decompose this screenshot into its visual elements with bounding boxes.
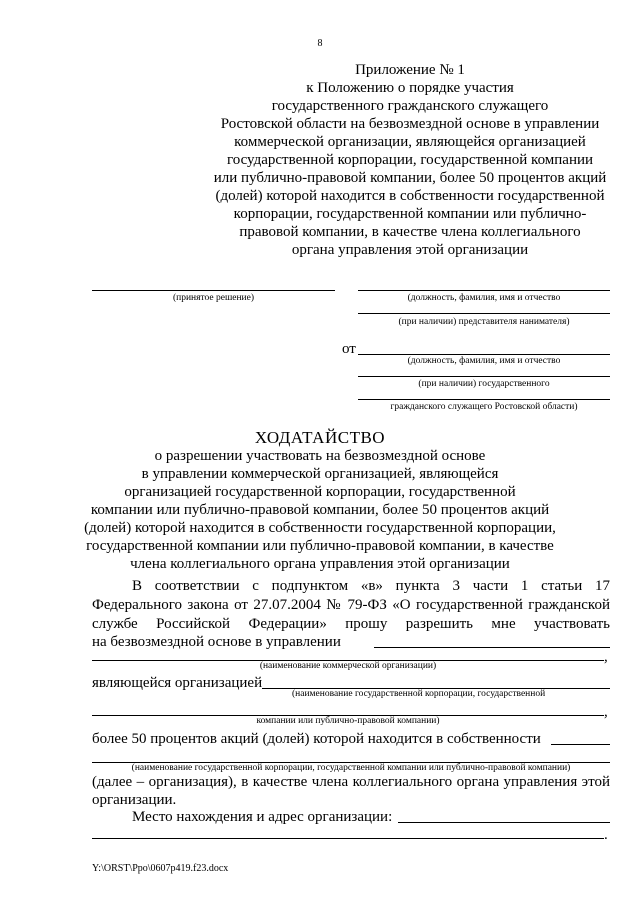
employer-line-2[interactable] (358, 313, 610, 314)
body-line: (далее – организация), в качестве члена коллегиального органа управления этой (92, 774, 610, 790)
petition-subtitle-line: организацией государственной корпорации, государственной (124, 484, 516, 500)
org-caption: (наименование коммерческой организации) (259, 661, 437, 671)
more-50-label: более 50 процентов акций (долей) которой находится в собственности (92, 731, 541, 747)
body-line: на безвозмездной основе в управлении (92, 634, 341, 650)
appendix-line: к Положению о порядке участия (306, 80, 514, 96)
owner-line-1[interactable] (551, 744, 610, 745)
sender-caption-2: (при наличии) государственного (418, 379, 550, 389)
appendix-line: государственного гражданского служащего (271, 98, 549, 114)
appendix-line: государственной корпорации, государственной компании (226, 152, 594, 168)
sender-line-3[interactable] (358, 399, 610, 400)
petition-subtitle-line: государственной компании или публично-правовой компании, в качестве (86, 538, 554, 554)
appendix-line: коммерческой организации, являющейся организацией (234, 134, 586, 150)
period: . (604, 827, 608, 843)
sender-caption-3: гражданского служащего Ростовской области) (390, 402, 578, 412)
footer-file-path: Y:\ORST\Ppo\0607p419.f23.docx (92, 863, 229, 874)
comma: , (604, 704, 608, 720)
sender-line-2[interactable] (358, 376, 610, 377)
being-org-label: являющейся организацией (92, 675, 263, 691)
appendix-line: или публично-правовой компании, более 50 процентов акций (213, 170, 607, 186)
appendix-line: Ростовской области на безвозмездной основе в управлении (220, 116, 600, 132)
corp-caption-2: компании или публично-правовой компании) (256, 716, 440, 726)
sender-line-1[interactable] (358, 354, 610, 355)
appendix-line: (долей) которой находится в собственности государственной (215, 188, 605, 204)
petition-subtitle-line: о разрешении участвовать на безвозмездной основе (154, 448, 486, 464)
body-line: В соответствии с подпунктом «в» пункта 3 части 1 статьи 17 (132, 578, 610, 594)
address-line-2[interactable] (92, 838, 604, 839)
body-line: Федерального закона от 27.07.2004 № 79-ФЗ «О государственной гражданской (92, 597, 610, 613)
appendix-line: корпорации, государственной компании или публично- (233, 206, 587, 222)
corp-caption-1: (наименование государственной корпорации, государственной (292, 689, 546, 699)
from-label: от (342, 341, 356, 357)
owner-caption: (наименование государственной корпорации, государственной компании или публично-правовой компании) (131, 763, 571, 773)
page-number: 8 (317, 38, 323, 49)
address-line-1[interactable] (398, 822, 610, 823)
appendix-title: Приложение № 1 (355, 62, 465, 78)
employer-caption-1: (должность, фамилия, имя и отчество (407, 293, 561, 303)
management-org-line-1[interactable] (374, 647, 610, 648)
address-label: Место нахождения и адрес организации: (132, 809, 393, 825)
employer-line-1[interactable] (358, 290, 610, 291)
employer-caption-2: (при наличии) представителя нанимателя) (398, 317, 570, 327)
petition-subtitle-line: (долей) которой находится в собственности государственной корпорации, (84, 520, 556, 536)
appendix-line: правовой компании, в качестве члена коллегиального (239, 224, 581, 240)
body-line: службе Российской Федерации» прошу разрешить мне участвовать (92, 616, 610, 632)
petition-subtitle-line: в управлении коммерческой организацией, являющейся (141, 466, 499, 482)
decision-caption: (принятое решение) (172, 293, 255, 303)
petition-subtitle (70, 447, 570, 573)
petition-subtitle-line: члена коллегиального органа управления этой организации (130, 556, 510, 572)
body-line: организации. (92, 792, 177, 808)
sender-caption-1: (должность, фамилия, имя и отчество (407, 356, 561, 366)
petition-subtitle-line: компании или публично-правовой компании, более 50 процентов акций (90, 502, 550, 518)
decision-line[interactable] (92, 290, 335, 291)
petition-title: ХОДАТАЙСТВО (254, 428, 386, 447)
appendix-block (190, 61, 630, 259)
appendix-line: органа управления этой организации (291, 242, 529, 258)
comma: , (604, 649, 608, 665)
